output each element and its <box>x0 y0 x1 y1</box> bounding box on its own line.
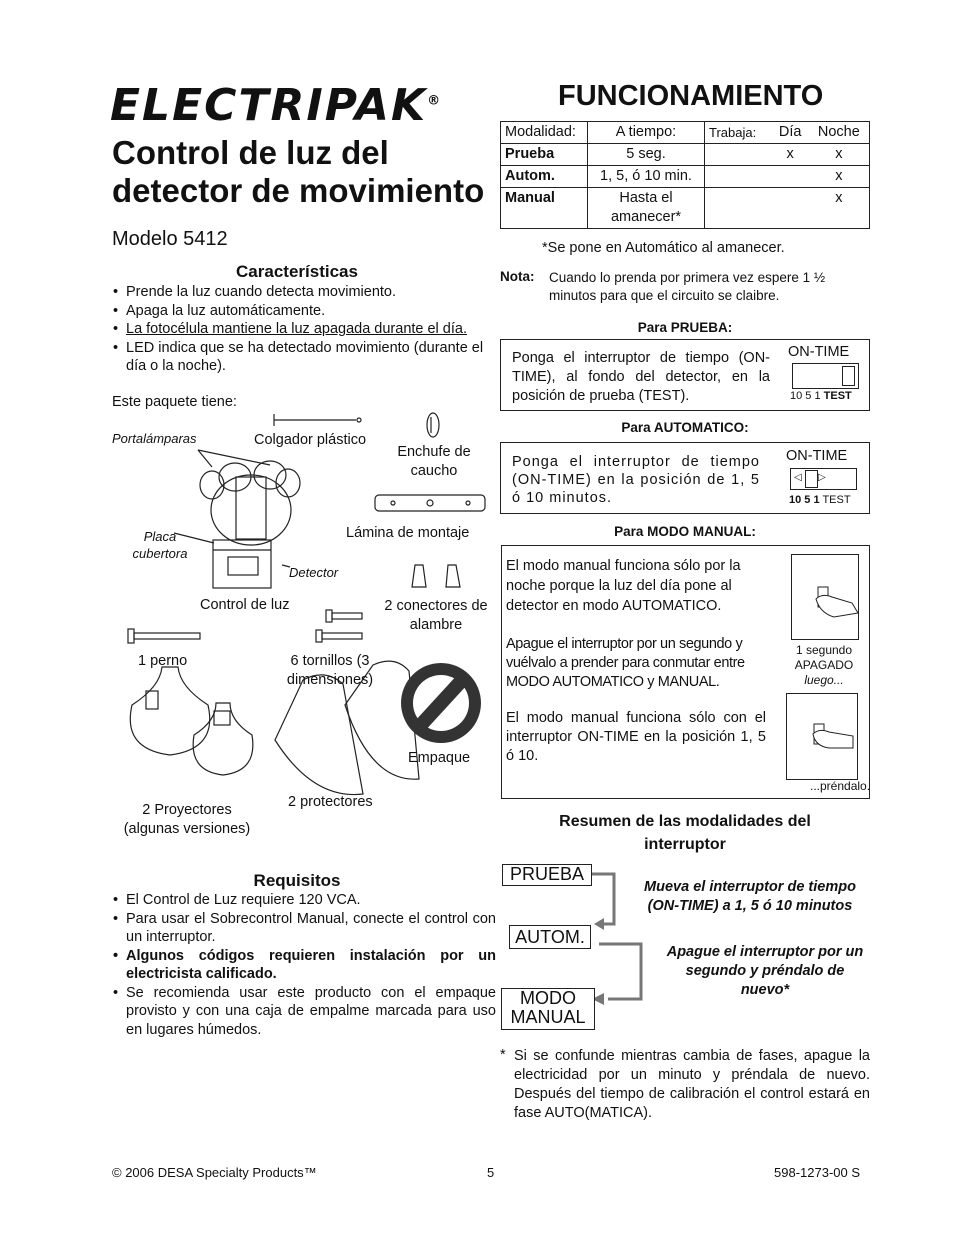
table-cell <box>705 144 772 166</box>
label-screws: 6 tornillos (3 dimensiones) <box>286 653 374 688</box>
summary-instruction-1: Mueva el interruptor de tiempo (ON-TIME) a 1, 5 ó 10 minutos <box>644 879 856 914</box>
label-plastic-hanger: Colgador plástico <box>254 432 367 448</box>
features-heading: Características <box>236 262 358 281</box>
summary-footnote: Si se confunde mientras cambia de fases, apague la electricidad por un minuto y préndala de nuevo. Después del tiempo de calibración el control estará en fase AUTO(MATICA). <box>514 1048 870 1121</box>
label-bolt: 1 perno <box>138 653 188 669</box>
wall-switch-on <box>786 693 858 780</box>
auto-heading: Para AUTOMATICO: <box>621 420 749 435</box>
on-label: ...préndalo. <box>810 779 871 793</box>
on-time-switch-test <box>792 363 859 389</box>
table-cell: Autom. <box>501 166 588 188</box>
table-cell: x <box>809 188 870 229</box>
manual-paragraph-3: El modo manual funciona sólo con el interruptor ON-TIME en la posición 1, 5 ó 10. <box>506 710 766 764</box>
col-header: Modalidad: <box>501 122 588 144</box>
table-cell: x <box>809 166 870 188</box>
summary-test-label: PRUEBA <box>502 864 592 886</box>
test-switch-scale: 10 5 1 TEST <box>790 390 852 402</box>
note-label: Nota: <box>500 269 535 284</box>
feature-item: • Prende la luz cuando detecta movimiento. <box>126 283 498 302</box>
on-time-switch-auto <box>790 468 857 490</box>
label-wire-connectors: 2 conectores de alambre <box>384 598 488 633</box>
package-intro: Este paquete tiene: <box>112 394 237 410</box>
table-cell <box>705 188 772 229</box>
requirements-heading: Requisitos <box>253 871 341 890</box>
footnote-mark: * <box>500 1047 506 1063</box>
table-cell: x <box>772 144 809 166</box>
test-heading: Para PRUEBA: <box>637 320 733 335</box>
arrow-right-icon: ▷ <box>818 472 826 483</box>
label-light-control: Control de luz <box>200 597 290 613</box>
model-number: Modelo 5412 <box>112 228 228 250</box>
table-cell: x <box>809 144 870 166</box>
switch-slider <box>842 366 855 386</box>
feature-item: • Apaga la luz automáticamente. <box>126 302 498 321</box>
col-header: Noche <box>809 122 870 144</box>
table-cell: 1, 5, ó 10 min. <box>588 166 705 188</box>
table-cell: Prueba <box>501 144 588 166</box>
operation-heading: FUNCIONAMIENTO <box>558 80 824 112</box>
col-header: A tiempo: <box>588 122 705 144</box>
brand-logo: ELECTRIPAK® <box>110 80 443 131</box>
auto-text: Ponga el interruptor de tiempo (ON-TIME) en la posición de 1, 5 ó 10 minutos. <box>512 454 760 506</box>
label-lamp-holders: Portalámparas <box>112 431 197 446</box>
test-switch-label: ON-TIME <box>788 344 850 360</box>
auto-switch-label: ON-TIME <box>786 448 848 464</box>
arrow-left-icon: ◁ <box>794 472 802 483</box>
requirement-item: • Algunos códigos requieren instalación por un electricista calificado. <box>126 947 496 984</box>
table-cell: Hasta el amanecer* <box>588 188 705 229</box>
feature-item: • LED indica que se ha detectado movimiento (durante el día o la noche). <box>126 339 498 376</box>
switch-slider <box>805 470 818 488</box>
manual-box <box>501 545 870 799</box>
footer-code: 598-1273-00 S <box>774 1165 861 1180</box>
page-number: 5 <box>487 1165 495 1180</box>
label-gasket: Empaque <box>408 750 471 766</box>
summary-manual-label: MODO MANUAL <box>501 988 595 1030</box>
manual-paragraph-1: El modo manual funciona sólo por la noche porque la luz del día pone al detector en modo AUTOMATICO. <box>506 558 741 614</box>
label-floodlights: 2 Proyectores (algunas versiones) <box>123 802 251 837</box>
hand-switch-off-icon <box>792 555 858 639</box>
feature-item: • La fotocélula mantiene la luz apagada durante el día. <box>126 320 498 339</box>
label-detector: Detector <box>289 565 339 580</box>
table-cell: Manual <box>501 188 588 229</box>
label-cover-plate: Placa cubertora <box>132 529 188 561</box>
col-header: Día <box>772 122 809 144</box>
manual-heading: Para MODO MANUAL: <box>614 524 756 539</box>
off-label: 1 segundo APAGADO luego... <box>794 643 854 687</box>
table-cell <box>772 188 809 229</box>
requirement-item: • El Control de Luz requiere 120 VCA. <box>126 891 496 910</box>
features-list <box>112 283 498 376</box>
summary-instruction-2: Apague el interruptor por un segundo y préndalo de nuevo* <box>666 944 864 998</box>
auto-box <box>500 442 870 514</box>
test-box <box>500 339 870 411</box>
requirement-item: • Se recomienda usar este producto con el empaque provisto y con una caja de empalme marcada para uso en lugares húmedos. <box>126 984 496 1040</box>
footer-copyright: © 2006 DESA Specialty Products™ <box>112 1165 317 1180</box>
table-cell <box>772 166 809 188</box>
auto-switch-scale: 10 5 1 TEST <box>789 494 851 506</box>
summary-heading: Resumen de las modalidades del interruptor <box>559 813 811 853</box>
manual-paragraph-2: Apague el interruptor por un segundo y vuélvalo a prender para conmutar entre MODO AUTOMATICO y MANUAL. <box>506 636 745 690</box>
hand-switch-on-icon <box>787 694 857 779</box>
col-header: Trabaja: <box>705 122 772 144</box>
note-text: Cuando lo prenda por primera vez espere 1 ½ minutos para que el circuito se claibre. <box>549 270 826 303</box>
label-rubber-plug: Enchufe de caucho <box>397 444 471 479</box>
label-shields: 2 protectores <box>288 794 373 810</box>
test-text: Ponga el interruptor de tiempo (ON-TIME), al fondo del detector, en la posición de prueba (TEST). <box>512 350 770 404</box>
requirements-list <box>112 891 496 1039</box>
label-mounting-plate: Lámina de montaje <box>346 525 470 541</box>
table-cell: 5 seg. <box>588 144 705 166</box>
summary-auto-label: AUTOM. <box>509 925 591 949</box>
wall-switch-off <box>791 554 859 640</box>
requirement-item: • Para usar el Sobrecontrol Manual, conecte el control con un interruptor. <box>126 910 496 947</box>
document-title: Control de luz del detector de movimiento <box>112 134 485 209</box>
table-cell <box>705 166 772 188</box>
modes-table <box>500 121 870 229</box>
table-note: *Se pone en Automático al amanecer. <box>542 240 785 256</box>
